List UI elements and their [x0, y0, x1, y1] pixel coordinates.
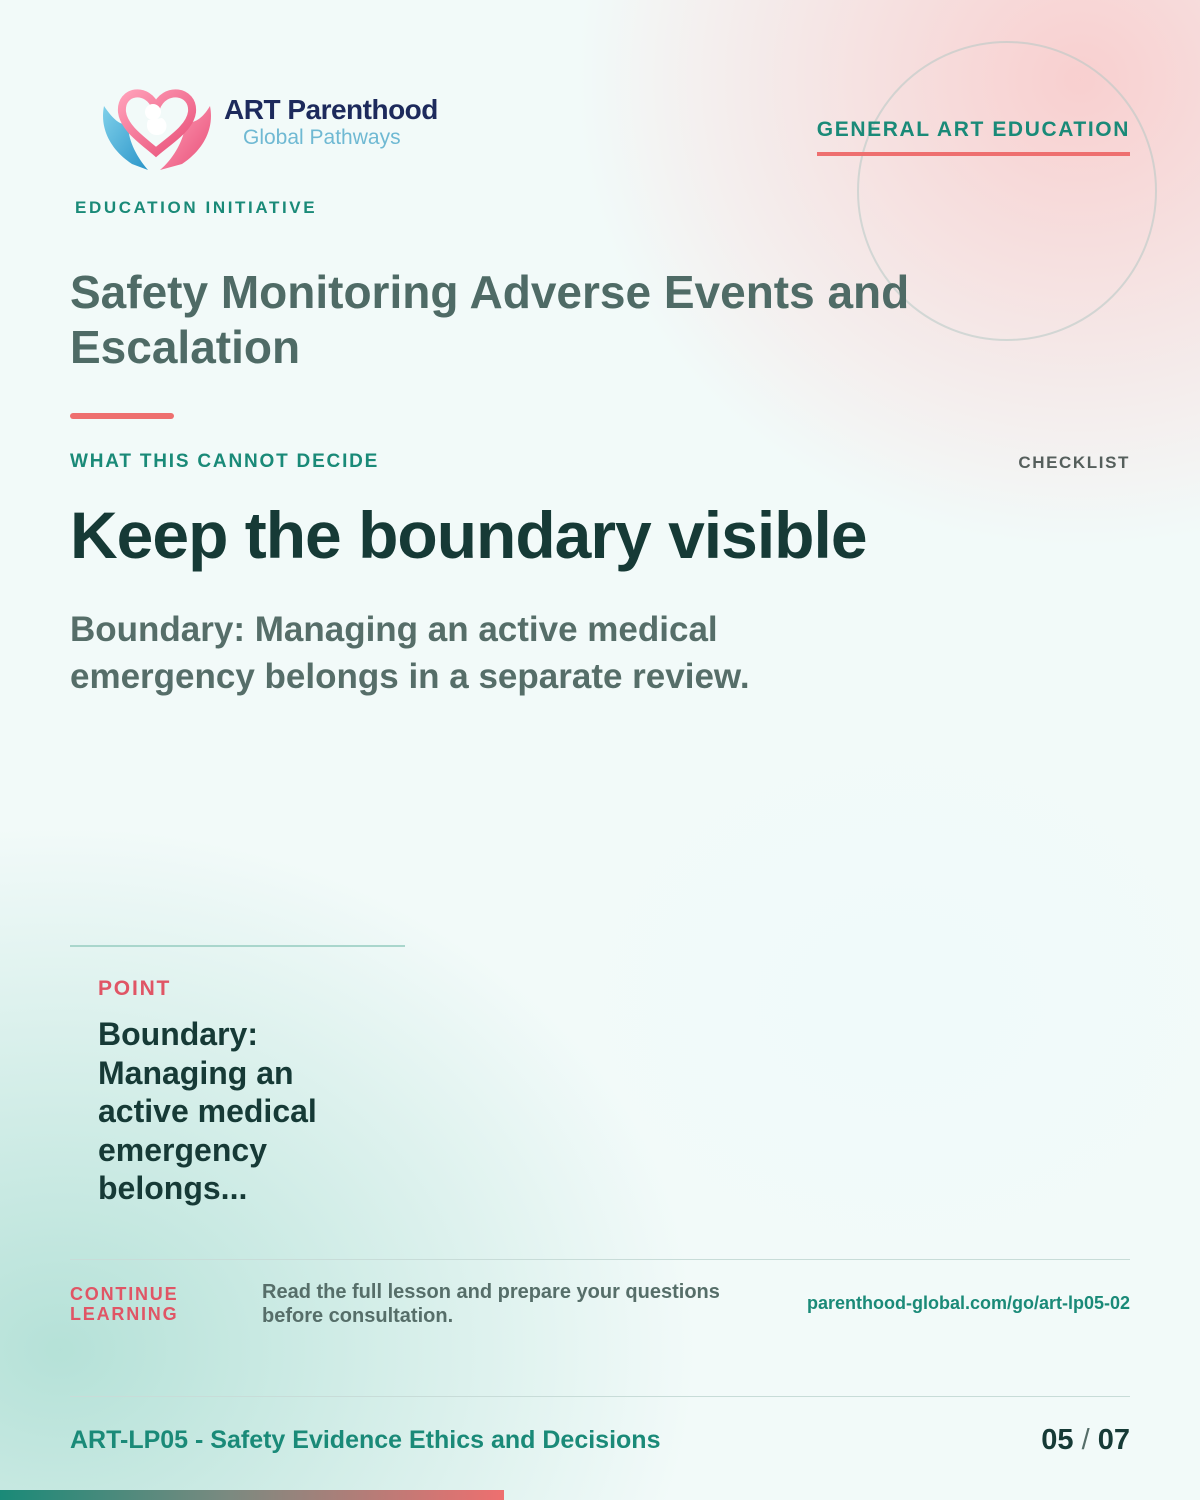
point-text: Boundary: Managing an active medical emergency belongs... — [98, 1016, 317, 1206]
page-current: 05 — [1041, 1424, 1074, 1456]
divider — [70, 1259, 1130, 1260]
section-lede: Boundary: Managing an active medical emergency belongs in a separate review. — [70, 610, 750, 696]
cta-label: CONTINUE LEARNING — [70, 1284, 179, 1324]
brand-name: ART Parenthood — [224, 94, 438, 125]
point-label: POINT — [98, 977, 172, 1000]
accent-divider — [70, 413, 174, 419]
section-tag: CHECKLIST — [1018, 453, 1130, 472]
section-headline: Keep the boundary visible — [70, 498, 867, 572]
point-card — [70, 945, 405, 1206]
initiative-label: EDUCATION INITIATIVE — [75, 198, 318, 217]
progress-bar — [0, 1490, 504, 1500]
page-total: 07 — [1097, 1424, 1130, 1456]
lesson-link[interactable]: parenthood-global.com/go/art-lp05-02 — [806, 1293, 1130, 1313]
series-title: ART-LP05 - Safety Evidence Ethics and Decisions — [70, 1426, 661, 1454]
page-indicator — [1041, 1424, 1130, 1457]
page-separator: / — [1081, 1424, 1090, 1456]
divider — [70, 1396, 1130, 1397]
logo-icon — [98, 76, 216, 172]
brand-subtitle: Global Pathways — [243, 126, 401, 149]
section-eyebrow: WHAT THIS CANNOT DECIDE — [70, 451, 380, 472]
category-label: GENERAL ART EDUCATION — [817, 118, 1130, 156]
page-title: Safety Monitoring Adverse Events and Escalation — [70, 266, 910, 373]
cta-text: Read the full lesson and prepare your questions before consultation. — [262, 1281, 720, 1327]
